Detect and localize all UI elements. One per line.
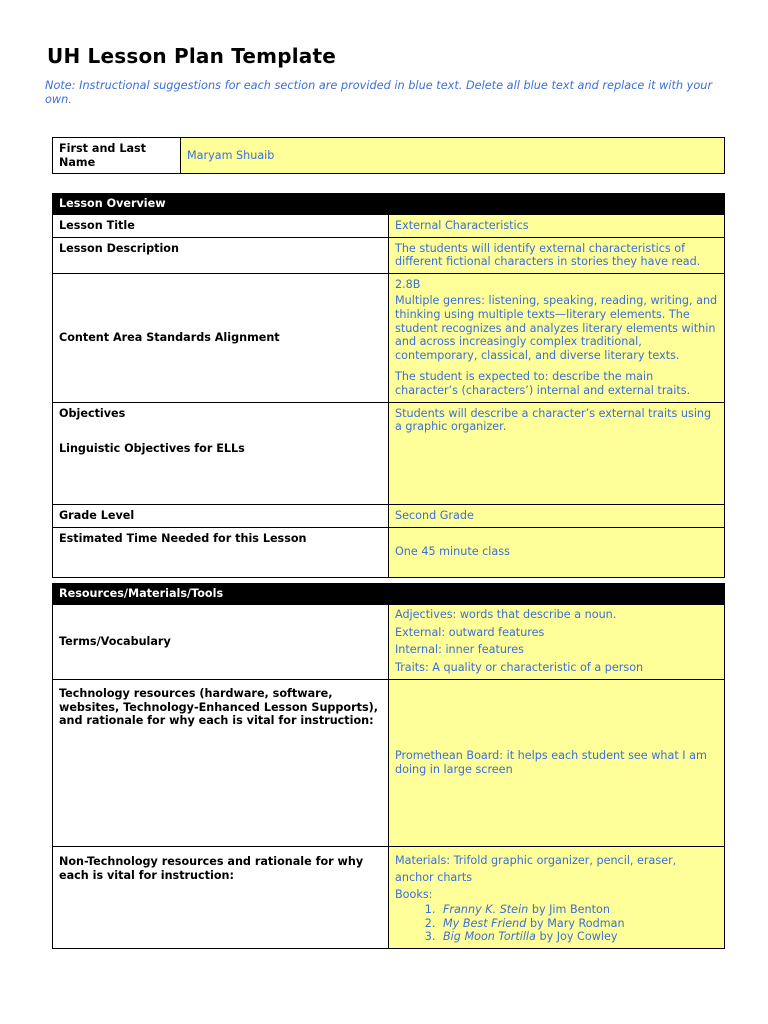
standards-text-2: The student is expected to: describe the main character’s (characters’) internal and external traits. [395,370,691,397]
objectives-label-cell [53,402,389,504]
standards-label: Content Area Standards Alignment [53,273,389,402]
books-label: Books: [395,888,433,901]
name-table [52,137,725,174]
standards-code: 2.8B [395,277,421,291]
technology-label: Technology resources (hardware, software, websites, Technology-Enhanced Lesson Supports), and rationale for why each is vital for instruction: [53,680,389,847]
resources-table [52,583,725,949]
term-item: Traits: A quality or characteristic of a person [395,660,644,674]
list-item [439,917,718,931]
objectives-value[interactable]: Students will describe a character’s external traits using a graphic organizer. [389,402,725,504]
lesson-title-value[interactable]: External Characteristics [389,215,725,238]
term-item: External: outward features [395,625,545,639]
time-value[interactable]: One 45 minute class [389,527,725,577]
lesson-description-value[interactable]: The students will identify external characteristics of different fictional characters in stories they have read. [389,237,725,273]
instruction-note: Note: Instructional suggestions for each section are provided in blue text. Delete all blue text and replace it with your own. [45,79,713,106]
objectives-label: Objectives [59,406,126,420]
name-value[interactable]: Maryam Shuaib [181,138,725,174]
books-list [395,903,718,944]
term-item: Adjectives: words that describe a noun. [395,608,617,621]
list-item [439,930,718,944]
terms-label: Terms/Vocabulary [53,605,389,680]
book-title: Big Moon Tortilla [443,930,536,944]
book-title: Franny K. Stein [443,903,529,916]
technology-value[interactable]: Promethean Board: it helps each student see what I am doing in large screen [389,680,725,847]
non-technology-value[interactable] [389,847,725,949]
page-title: UH Lesson Plan Template [47,44,336,68]
terms-value[interactable] [389,605,725,680]
materials-text: Materials: Trifold graphic organizer, pencil, eraser, anchor charts [395,854,677,884]
standards-text-1: Multiple genres: listening, speaking, reading, writing, and thinking using multiple texts—literary elements. The student recognizes and analyzes literary elements within and across increasingly complex traditional, contemporary, classical, and diverse literary texts. [395,294,718,362]
lesson-title-label: Lesson Title [53,215,389,238]
standards-value[interactable] [389,273,725,402]
time-label: Estimated Time Needed for this Lesson [53,527,389,577]
spacer [395,362,718,370]
grade-level-label: Grade Level [53,504,389,527]
book-author: by Mary Rodman [526,916,625,930]
book-author: by Jim Benton [528,903,610,916]
grade-level-value[interactable]: Second Grade [389,504,725,527]
overview-table [52,193,725,578]
list-item [439,903,718,917]
book-author: by Joy Cowley [535,930,618,944]
lesson-description-label: Lesson Description [53,237,389,273]
overview-header: Lesson Overview [53,194,725,215]
non-technology-label: Non-Technology resources and rationale for why each is vital for instruction: [53,847,389,949]
name-label: First and Last Name [53,138,181,174]
book-title: My Best Friend [443,916,527,930]
spacer [59,420,382,442]
resources-header: Resources/Materials/Tools [53,584,725,605]
linguistic-objectives-label: Linguistic Objectives for ELLs [59,442,245,456]
term-item: Internal: inner features [395,643,524,656]
